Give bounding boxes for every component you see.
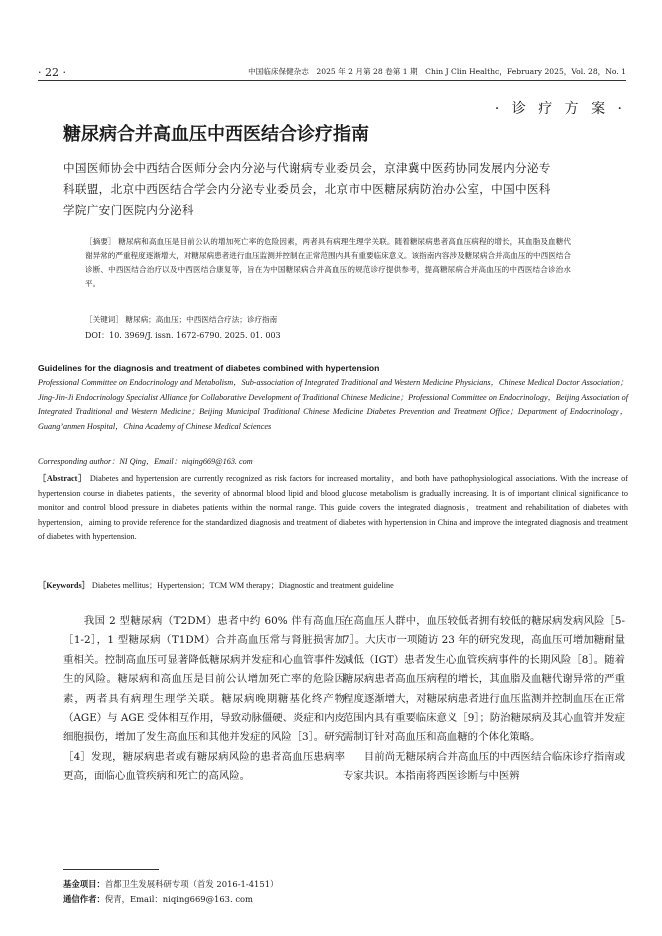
chinese-abstract-label: ［摘要］ bbox=[85, 237, 116, 246]
fund-note bbox=[63, 877, 345, 892]
fund-text: 首都卫生发展科研专项（首发 2016-1-4151） bbox=[104, 879, 279, 889]
chinese-keywords-label: ［关键词］ bbox=[85, 315, 123, 324]
doi: DOI：10. 3969/J. issn. 1672-6790. 2025. 01. 003 bbox=[85, 331, 281, 340]
english-keywords-label: ［Keywords］ bbox=[38, 581, 90, 590]
footnotes bbox=[63, 877, 345, 907]
chinese-abstract bbox=[85, 235, 571, 291]
chinese-keywords bbox=[85, 314, 571, 325]
fund-label: 基金项目： bbox=[63, 879, 105, 889]
english-authors: Professional Committee on Endocrinology and Metabolism，Sub-association of Integrated Traditional and Western Medicine Physicians，Chinese Medical Doctor Association；Jing-Jin-Ji Endocrinology Specialist Alliance for Collaborative Development of Traditional Chinese Medicine；Professional Committee on Endocrinology，Beijing Association of Integrated Traditional and Western Medicine；Beijing Municipal Traditional Chinese Medicine Diabetes Prevention and Treatment Office；Department of Endocrinology，Guang’anmen Hospital，China Academy of Chinese Medical Sciences bbox=[38, 378, 628, 431]
section-tag: · 诊 疗 方 案 · bbox=[494, 101, 626, 117]
footnote-rule bbox=[63, 869, 159, 870]
english-abstract-label: ［Abstract］ bbox=[38, 474, 88, 483]
author-affiliations: 中国医师协会中西结合医师分会内分泌与代谢病专业委员会，京津冀中医药协同发展内分泌专科联盟，北京中西医结合学会内分泌专业委员会，北京市中医糖尿病防治办公室，中国中医科学院广安门医院内分泌科 bbox=[63, 161, 551, 217]
body-column-right bbox=[343, 612, 625, 787]
corresponding-note bbox=[63, 892, 345, 907]
running-head: 中国临床保健杂志 2025 年 2 月第 28 卷第 1 期 Chin J Clin Healthc，February 2025，Vol. 28，No. 1 bbox=[248, 67, 626, 76]
body-paragraph: 我国 2 型糖尿病（T2DM）患者中约 60% 伴有高血压［1-2］，1 型糖尿病（T1DM）合并高血压常与肾脏损害加重相关。控制高血压可显著降低糖尿病并发症和心血管事件发生的风险。糖尿病和高血压是目前公认增加死亡率的危险因素，两者具有病理生理学关联。糖尿病晚期糖基化终产物（AGE）与 AGE 受体相互作用，导致动脉僵硬、炎症和内皮细胞损伤，增加了发生高血压和其他并发症的风险［3］。研究［4］发现，糖尿病患者或有糖尿病风险的患者高血压患病率更高，面临心血管疾病和死亡的高风险。 bbox=[63, 615, 345, 783]
corresponding-text: 倪青，Email：niqing669@163. com bbox=[104, 894, 253, 904]
chinese-keywords-text: 糖尿病；高血压；中西医结合疗法；诊疗指南 bbox=[125, 315, 278, 324]
english-corresponding-author: Corresponding author：NI Qing，Email：niqing669@163. com bbox=[38, 457, 253, 466]
english-keywords-text: Diabetes mellitus；Hypertension；TCM WM therapy；Diagnostic and treatment guideline bbox=[91, 581, 394, 590]
english-title: Guidelines for the diagnosis and treatment of diabetes combined with hypertension bbox=[38, 363, 380, 373]
body-paragraph: 目前尚无糖尿病合并高血压的中西医结合临床诊疗指南或专家共识。本指南将西医诊断与中医辨 bbox=[343, 750, 625, 783]
corresponding-label: 通信作者： bbox=[63, 894, 105, 904]
chinese-abstract-text: 糖尿病和高血压是目前公认的增加死亡率的危险因素，两者具有病理生理学关联。随着糖尿病患者高血压病程的增长，其血脂及血糖代谢异常的严重程度逐渐增大，对糖尿病患者进行血压监测并控制在正常范围内具有重要临床意义。该指南内容涉及糖尿病合并高血压的中西医结合诊断、中西医结合治疗以及中西医结合康复等，旨在为中国糖尿病合并高血压的规范诊疗提供参考，提高糖尿病合并高血压的中西医结合诊治水平。 bbox=[85, 237, 571, 288]
english-abstract bbox=[38, 472, 628, 545]
article-title: 糖尿病合并高血压中西医结合诊疗指南 bbox=[63, 124, 369, 145]
body-column-left bbox=[63, 612, 345, 787]
english-abstract-text: Diabetes and hypertension are currently recognized as risk factors for increased mortality，and both have pathophysiological associations. With the increase of hypertension course in diabetes patients，the severity of abnormal blood lipid and blood glucose metabolism is gradually increasing. It is of important clinical significance to monitor and control blood pressure in diabetes patients within the normal range. This guide covers the integrated diagnosis，treatment and rehabilitation of diabetes with hypertension，aiming to provide reference for the standardized diagnosis and treatment of diabetes with hypertension in China and improve the integrated diagnosis and treatment of diabetes with hypertension. bbox=[38, 474, 629, 541]
header-rule bbox=[38, 80, 626, 81]
body-paragraph: 在高血压人群中，血压较低者拥有较低的糖尿病发病风险［5-7］。大庆市一项随访 23 年的研究发现，高血压可增加糖耐量减低（IGT）患者发生心血管疾病事件的长期风险［8］。随着糖尿病患者高血压病程的增长，其血脂及血糖代谢异常的严重程度逐渐增大，对糖尿病患者进行血压监测并控制血压在正常范围内具有重要临床意义［9］；防治糖尿病及其心血管并发症需制订针对高血压和高血糖的个体化策略。 bbox=[343, 615, 625, 744]
page-number: · 22 · bbox=[38, 66, 66, 79]
english-keywords bbox=[38, 580, 628, 591]
